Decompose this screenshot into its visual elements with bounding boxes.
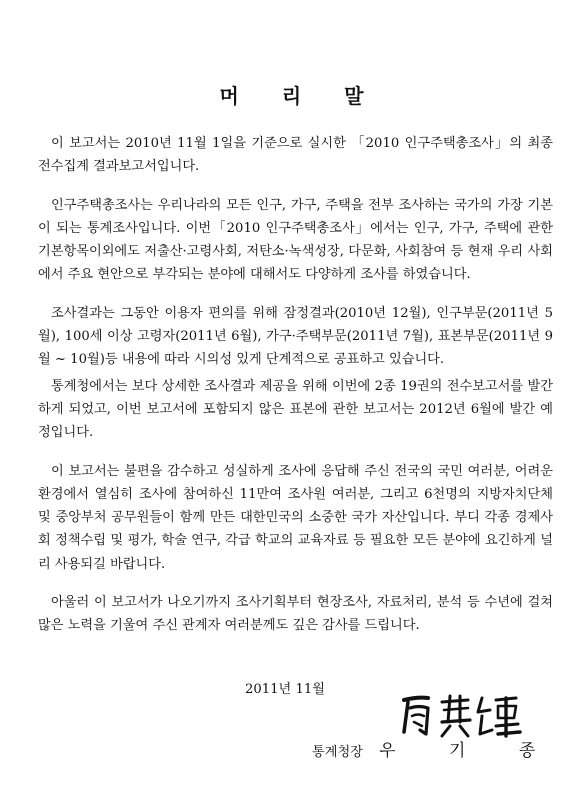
- signer-position: 통계청장: [312, 745, 363, 760]
- paragraph-4: 통계청에서는 보다 상세한 조사결과 제공을 위해 이번에 2종 19권의 전수보고서를 발간하게 되었고, 이번 보고서에 포함되지 않은 표본에 관한 보고서는 2012년 6월에 발간 예정입니다.: [38, 378, 553, 441]
- issue-date: 2011년 11월: [245, 682, 326, 697]
- paragraph-6: 아울러 이 보고서가 나오기까지 조사기획부터 현장조사, 자료처리, 분석 등 수년에 걸쳐 많은 노력을 기울여 주신 관계자 여러분께도 깊은 감사를 드립니다.: [38, 595, 553, 634]
- paragraph-3: 조사결과는 그동안 이용자 편의를 위해 잠정결과(2010년 12월), 인구부문(2011년 5월), 100세 이상 고령자(2011년 6월), 가구·주택부문(2011년 7월), 표본부문(2011년 9월 ~ 10월)등 내용에 따라 시의성 있게 단계적으로 공표하고 있습니다.: [38, 305, 553, 368]
- signer-name: 우 기 종: [379, 741, 560, 761]
- paragraph-1: 이 보고서는 2010년 11월 1일을 기준으로 실시한 「2010 인구주택총조사」의 최종 전수집계 결과보고서입니다.: [38, 136, 553, 175]
- handwritten-signature: [398, 692, 523, 740]
- paragraph-5: 이 보고서는 불편을 감수하고 성실하게 조사에 응답해 주신 전국의 국민 여러분, 어려운 환경에서 열심히 조사에 참여하신 11만여 조사원 여러분, 그리고 6천명의 지방자치단체 및 중앙부처 공무원들이 함께 만든 대한민국의 소중한 국가 자산입니다. 부디 각종 경제사회 정책수립 및 평가, 학술 연구, 각급 학교의 교육자료 등 필요한 모든 분야에 요긴하게 널리 사용되길 바랍니다.: [38, 463, 553, 572]
- preface-body: [38, 132, 553, 638]
- paragraph-2: 인구주택총조사는 우리나라의 모든 인구, 가구, 주택을 전부 조사하는 국가의 가장 기본이 되는 통계조사입니다. 이번「2010 인구주택총조사」에서는 인구, 가구, 주택에 관한 기본항목이외에도 저출산·고령사회, 저탄소·녹색성장, 다문화, 사회참여 등 현재 우리 사회에서 주요 현안으로 부각되는 분야에 대해서도 다양하게 조사를 하였습니다.: [38, 197, 553, 283]
- signer-block: [312, 736, 559, 761]
- page-title: 머 리 말: [219, 84, 382, 108]
